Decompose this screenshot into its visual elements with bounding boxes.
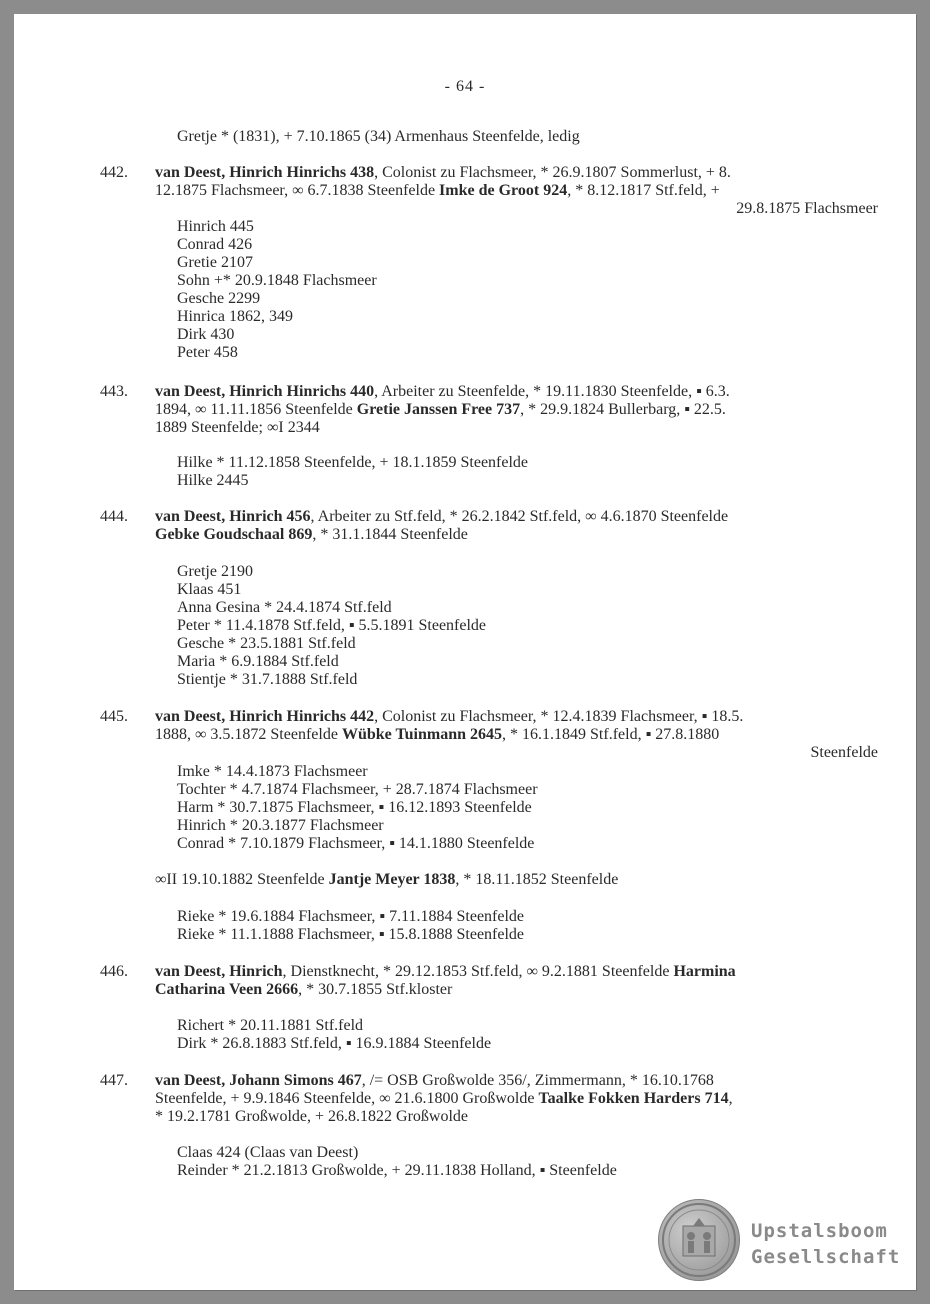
entry-heading-line xyxy=(155,419,870,437)
entry-text: , Arbeiter zu Steenfelde, * 19.11.1830 Steenfelde, ▪ 6.3. xyxy=(374,383,730,400)
child-item: Hilke * 11.12.1858 Steenfelde, + 18.1.1859 Steenfelde xyxy=(177,454,529,471)
child-item: Gesche 2299 xyxy=(177,290,261,307)
child-item: Stientje * 31.7.1888 Stf.feld xyxy=(177,671,358,688)
child-item: Gesche * 23.5.1881 Stf.feld xyxy=(177,635,356,652)
entry-text: , * 30.7.1855 Stf.kloster xyxy=(298,981,453,998)
entry-heading xyxy=(155,1072,870,1126)
entry-heading xyxy=(155,963,870,999)
child-item: Maria * 6.9.1884 Stf.feld xyxy=(177,653,339,670)
entry-text: 12.1875 Flachsmeer, ∞ 6.7.1838 Steenfelde xyxy=(155,182,440,199)
person-name: van Deest, Johann Simons 467 xyxy=(155,1072,362,1089)
child-item: Harm * 30.7.1875 Flachsmeer, ▪ 16.12.1893 Steenfelde xyxy=(177,799,532,816)
entry-text: , Colonist zu Flachsmeer, * 12.4.1839 Flachsmeer, ▪ 18.5. xyxy=(374,708,744,725)
child-item: Peter * 11.4.1878 Stf.feld, ▪ 5.5.1891 Steenfelde xyxy=(177,617,487,634)
entry-number: 447. xyxy=(100,1072,128,1089)
entry-number: 444. xyxy=(100,508,128,525)
child-item: Peter 458 xyxy=(177,344,238,361)
entry-text: , Dienstknecht, * 29.12.1853 Stf.feld, ∞ 9.2.1881 Steenfelde xyxy=(282,963,674,980)
entry-heading-line xyxy=(155,182,870,200)
children-list xyxy=(177,1144,617,1180)
child-item: Gretje 2190 xyxy=(177,563,253,580)
society-wordmark xyxy=(751,1218,900,1270)
entry-heading-line xyxy=(155,963,870,981)
entry-number: 446. xyxy=(100,963,128,980)
child-item: Reinder * 21.2.1813 Großwolde, + 29.11.1838 Holland, ▪ Steenfelde xyxy=(177,1162,617,1179)
entry-text: , * 18.11.1852 Steenfelde xyxy=(455,871,619,888)
entry-text: ∞II 19.10.1882 Steenfelde xyxy=(155,871,329,888)
entry-text: , xyxy=(728,1090,733,1107)
continuation-line: Gretje * (1831), + 7.10.1865 (34) Armenhaus Steenfelde, ledig xyxy=(177,128,580,145)
child-item: Hinrica 1862, 349 xyxy=(177,308,293,325)
child-item: Dirk 430 xyxy=(177,326,235,343)
entry-text: 29.8.1875 Flachsmeer xyxy=(736,200,878,217)
wordmark-line-2: Gesellschaft xyxy=(751,1246,901,1268)
child-item: Klaas 451 xyxy=(177,581,242,598)
entry-text: Steenfelde, + 9.9.1846 Steenfelde, ∞ 21.6.1800 Großwolde xyxy=(155,1090,539,1107)
second-marriage-line xyxy=(155,871,618,889)
society-seal xyxy=(658,1199,740,1281)
entry-text: 1894, ∞ 11.11.1856 Steenfelde xyxy=(155,401,357,418)
children-list xyxy=(177,1017,491,1053)
entry-text: 1888, ∞ 3.5.1872 Steenfelde xyxy=(155,726,342,743)
entry-text: , Arbeiter zu Stf.feld, * 26.2.1842 Stf.feld, ∞ 4.6.1870 Steenfelde xyxy=(310,508,729,525)
person-name: Taalke Fokken Harders 714 xyxy=(538,1090,729,1107)
document-page xyxy=(14,14,916,1290)
child-item: Imke * 14.4.1873 Flachsmeer xyxy=(177,763,368,780)
spouse-name: Jantje Meyer 1838 xyxy=(328,871,456,888)
entry-text: , /= OSB Großwolde 356/, Zimmermann, * 16.10.1768 xyxy=(361,1072,714,1089)
child-item: Hinrich 445 xyxy=(177,218,254,235)
entry-heading-line xyxy=(155,708,870,726)
child-item: Rieke * 19.6.1884 Flachsmeer, ▪ 7.11.1884 Steenfelde xyxy=(177,908,525,925)
entry-heading-line xyxy=(155,164,870,182)
child-item: Hilke 2445 xyxy=(177,472,249,489)
child-item: Tochter * 4.7.1874 Flachsmeer, + 28.7.1874 Flachsmeer xyxy=(177,781,538,798)
page-number: - 64 - xyxy=(444,78,486,95)
entry-heading-line xyxy=(155,1108,870,1126)
child-item: Hinrich * 20.3.1877 Flachsmeer xyxy=(177,817,384,834)
entry-heading xyxy=(155,383,870,437)
entry-heading-line xyxy=(155,726,870,744)
children-list xyxy=(177,218,377,362)
entry-heading-line xyxy=(155,1090,870,1108)
child-item: Conrad * 7.10.1879 Flachsmeer, ▪ 14.1.1880 Steenfelde xyxy=(177,835,535,852)
children-list xyxy=(177,454,528,490)
entry-heading xyxy=(155,164,878,218)
person-name: Imke de Groot 924 xyxy=(439,182,568,199)
entry-heading-line xyxy=(155,981,870,999)
child-item: Conrad 426 xyxy=(177,236,253,253)
entry-heading-line xyxy=(155,526,870,544)
entry-number: 442. xyxy=(100,164,128,181)
entry-text: , * 16.1.1849 Stf.feld, ▪ 27.8.1880 xyxy=(502,726,720,743)
entry-heading-line xyxy=(155,383,870,401)
wordmark-line-1: Upstalsboom xyxy=(751,1220,888,1242)
entry-heading xyxy=(155,508,870,544)
entry-heading xyxy=(155,708,878,762)
entry-heading-line xyxy=(155,1072,870,1090)
person-name: Gebke Goudschaal 869 xyxy=(155,526,313,543)
person-name: van Deest, Hinrich Hinrichs 440 xyxy=(155,383,375,400)
entry-text: 1889 Steenfelde; ∞I 2344 xyxy=(155,419,320,436)
entry-text: , * 31.1.1844 Steenfelde xyxy=(312,526,468,543)
entry-heading-line xyxy=(155,200,878,218)
child-item: Anna Gesina * 24.4.1874 Stf.feld xyxy=(177,599,392,616)
entry-text: , * 29.9.1824 Bullerbarg, ▪ 22.5. xyxy=(520,401,726,418)
person-name: Gretie Janssen Free 737 xyxy=(356,401,521,418)
child-item: Gretie 2107 xyxy=(177,254,253,271)
person-name: van Deest, Hinrich 456 xyxy=(155,508,311,525)
entry-text: Steenfelde xyxy=(810,744,878,761)
child-item: Rieke * 11.1.1888 Flachsmeer, ▪ 15.8.1888 Steenfelde xyxy=(177,926,525,943)
entry-heading-line xyxy=(155,508,870,526)
child-item: Claas 424 (Claas van Deest) xyxy=(177,1144,359,1161)
children-list xyxy=(177,908,524,944)
children-list xyxy=(177,563,486,689)
entry-text: * 19.2.1781 Großwolde, + 26.8.1822 Großwolde xyxy=(155,1108,468,1125)
person-name: Wübke Tuinmann 2645 xyxy=(341,726,503,743)
child-item: Sohn +* 20.9.1848 Flachsmeer xyxy=(177,272,377,289)
entry-heading-line xyxy=(155,401,870,419)
entry-text: , Colonist zu Flachsmeer, * 26.9.1807 Sommerlust, + 8. xyxy=(374,164,731,181)
person-name: van Deest, Hinrich Hinrichs 438 xyxy=(155,164,375,181)
entry-number: 443. xyxy=(100,383,128,400)
children-list xyxy=(177,763,538,853)
page-content xyxy=(14,14,916,1290)
person-name: Catharina Veen 2666 xyxy=(155,981,299,998)
entry-text: , * 8.12.1817 Stf.feld, + xyxy=(567,182,720,199)
child-item: Dirk * 26.8.1883 Stf.feld, ▪ 16.9.1884 Steenfelde xyxy=(177,1035,492,1052)
seal-icon xyxy=(659,1200,739,1280)
person-name: van Deest, Hinrich xyxy=(155,963,283,980)
entry-number: 445. xyxy=(100,708,128,725)
entry-heading-line xyxy=(155,744,878,762)
person-name: Harmina xyxy=(673,963,736,980)
child-item: Richert * 20.11.1881 Stf.feld xyxy=(177,1017,364,1034)
person-name: van Deest, Hinrich Hinrichs 442 xyxy=(155,708,375,725)
